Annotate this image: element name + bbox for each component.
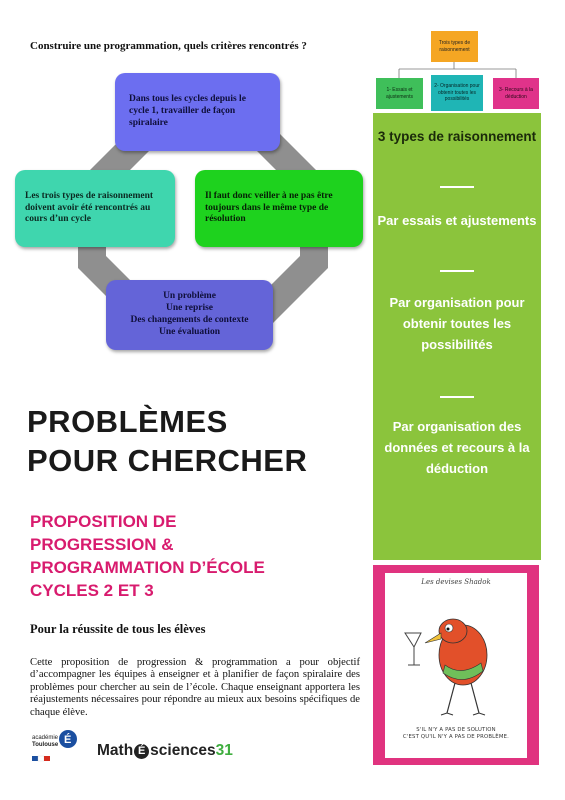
diagram-box-three-types-text: Les trois types de raisonnement doivent avoir été rencontrés au cours d’un cycle bbox=[25, 190, 154, 225]
svg-text:Toulouse: Toulouse bbox=[32, 742, 59, 748]
page-subtitle-line: PROGRESSION & bbox=[30, 535, 174, 554]
page-subtitle-line: PROPOSITION DE bbox=[30, 512, 177, 531]
mini-chart-item-organisation: 2- Organisation pour obtenir toutes les possibilités bbox=[431, 75, 483, 111]
diagram-box-three-types bbox=[15, 170, 175, 247]
mini-chart-root: Trois types de raisonnement bbox=[431, 31, 478, 62]
mini-chart-item-essais: 1- Essais et ajustements bbox=[376, 78, 423, 109]
diagram-box-steps bbox=[106, 280, 273, 350]
page-title bbox=[27, 402, 307, 480]
page-question: Construire une programmation, quels critères rencontrés ? bbox=[30, 40, 307, 52]
diagram-step: Une reprise bbox=[165, 303, 214, 314]
diagram-box-spiral bbox=[115, 73, 280, 151]
diagram-step: Une évaluation bbox=[159, 326, 220, 337]
cartoon-caption-line: C'EST QU'IL N'Y A PAS DE PROBLÈME. bbox=[402, 734, 510, 740]
logo-math-num: 31 bbox=[215, 742, 233, 759]
page-title-line: POUR CHERCHER bbox=[27, 443, 308, 478]
diagram-step: Des changements de contexte bbox=[130, 315, 249, 325]
tagline: Pour la réussite de tous les élèves bbox=[30, 622, 206, 636]
description-paragraph: Cette proposition de progression & programmation a pour objectif d’accompagner les équipes à enseigner et à planifier de façon spiralaire des problèmes pour chercher au sein de l’école. Chaque enseignant apportera les réajustements nécessaires pour répondre au mieux aux besoins spécifiques de chaque élève. bbox=[30, 657, 360, 718]
reasoning-item-essais: Par essais et ajustements bbox=[377, 213, 537, 228]
academie-toulouse-logo bbox=[30, 728, 86, 768]
svg-text:académie: académie bbox=[32, 735, 59, 741]
logo-math-prefix: Math bbox=[97, 742, 134, 759]
cartoon-caption-line: S'IL N'Y A PAS DE SOLUTION bbox=[416, 727, 496, 733]
reasoning-panel-heading: 3 types de raisonnement bbox=[377, 129, 537, 144]
diagram-step: Un problème bbox=[163, 291, 216, 302]
panel-separator bbox=[440, 186, 474, 188]
panel-separator bbox=[440, 396, 474, 398]
reasoning-item-deduction: Par organisation des données et recours à la déduction bbox=[384, 419, 530, 476]
mini-chart-item-deduction: 3- Recours à la déduction bbox=[493, 78, 539, 109]
cartoon-caption bbox=[385, 727, 527, 741]
panel-separator bbox=[440, 270, 474, 272]
reasoning-item-organisation: Par organisation pour obtenir toutes les possibilités bbox=[389, 295, 525, 352]
logo-math-e: É bbox=[134, 744, 149, 759]
cartoon-title: Les devises Shadok bbox=[421, 578, 491, 586]
mathsciences31-logo bbox=[97, 742, 233, 760]
logo-math-mid: sciences bbox=[150, 742, 216, 759]
page-title-line: PROBLÈMES bbox=[27, 404, 228, 439]
page-subtitle-line: PROGRAMMATION D’ÉCOLE bbox=[30, 558, 265, 577]
diagram-box-vary-resolution-text: Il faut donc veiller à ne pas être toujours dans le même type de résolution bbox=[205, 190, 333, 225]
svg-text:É: É bbox=[64, 734, 72, 746]
page-subtitle-line: CYCLES 2 ET 3 bbox=[30, 581, 154, 600]
diagram-box-vary-resolution bbox=[195, 170, 363, 247]
diagram-box-spiral-text: Dans tous les cycles depuis le cycle 1, travailler de façon spiralaire bbox=[129, 94, 246, 128]
page-subtitle bbox=[30, 510, 265, 602]
